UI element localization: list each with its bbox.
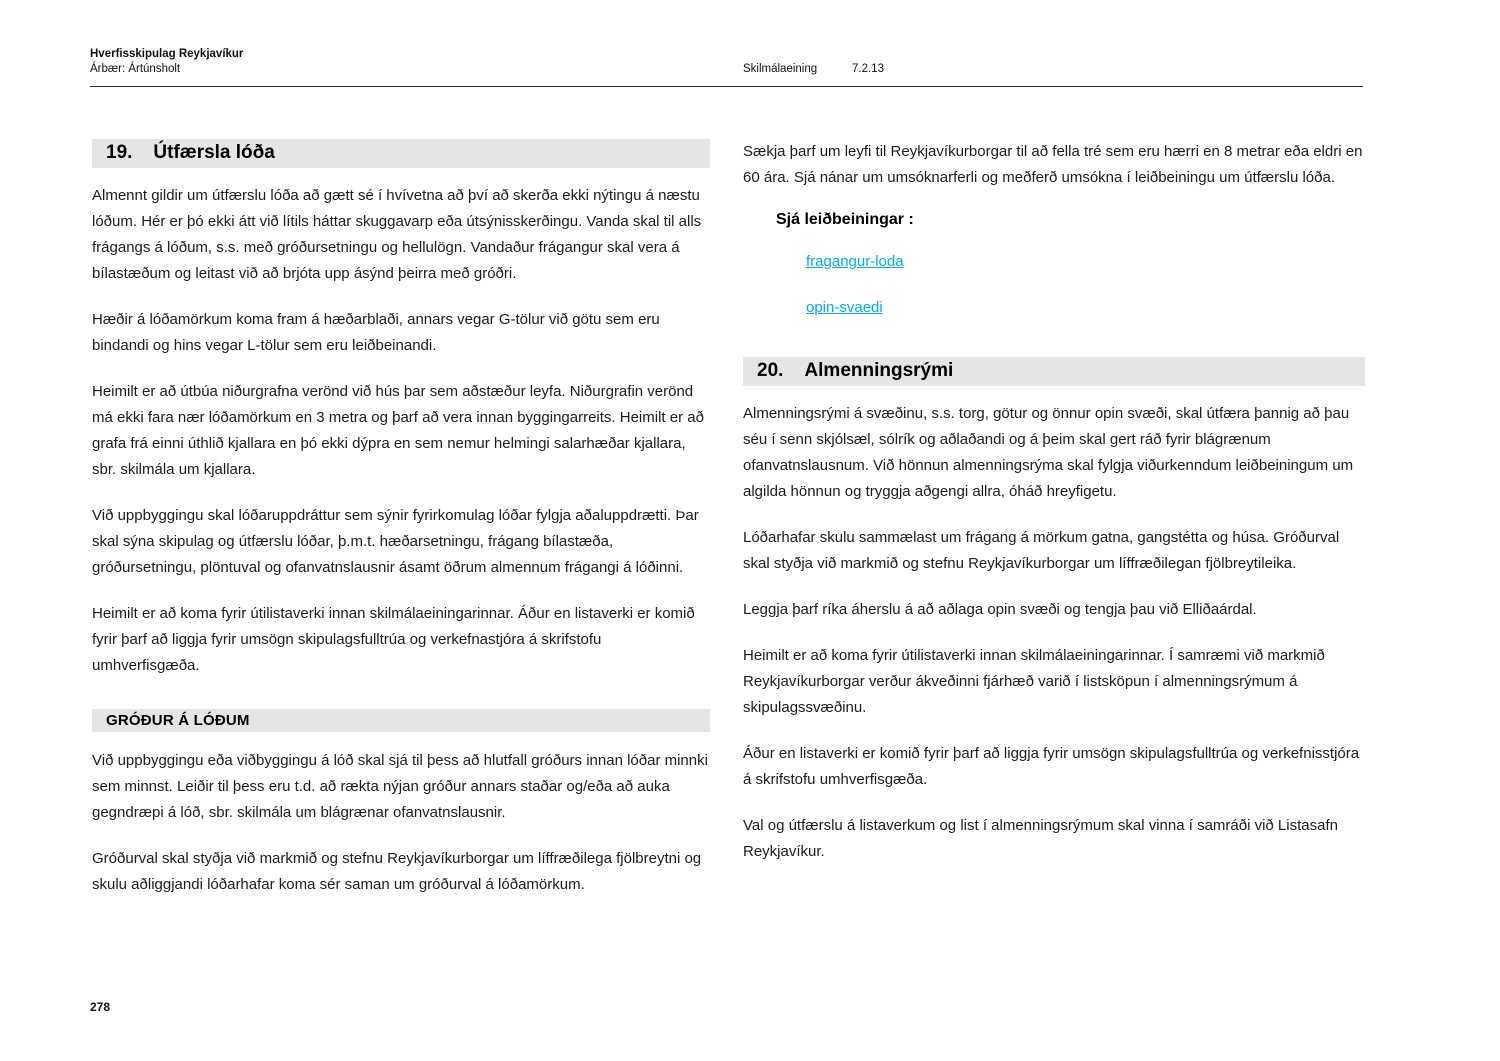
paragraph: Áður en listaverki er komið fyrir þarf að liggja fyrir umsögn skipulagsfulltrúa og verkefnisstjóra á skrifstofu umhverfisgæða. bbox=[743, 745, 1360, 788]
header-identity bbox=[90, 47, 243, 77]
paragraph: Við uppbyggingu skal lóðaruppdráttur sem sýnir fyrirkomulag lóðar fylgja aðaluppdrætti. Þar skal sýna skipulag og útfærslu lóðar, þ.m.t. hæðarsetningu, frágang bílastæða, gróðursetningu, plöntuval og ofanvatnslausnir ásamt öðrum almennum frágangi á lóðinni. bbox=[92, 507, 699, 576]
left-column bbox=[92, 139, 710, 918]
header-meta-value: 7.2.13 bbox=[852, 63, 884, 75]
section-20-title: Almenningsrými bbox=[804, 360, 954, 381]
link-row bbox=[806, 295, 1365, 321]
section-19-number: 19. bbox=[106, 142, 133, 163]
doc-subtitle: Árbær: Ártúnsholt bbox=[90, 63, 181, 75]
paragraph: Lóðarhafar skulu sammælast um frágang á mörkum gatna, gangstétta og húsa. Gróðurval skal styðja við markmið og stefnu Reykjavíkurborgar um líffræðilegan fjölbreytileika. bbox=[743, 529, 1340, 572]
link-opin-svaedi[interactable]: opin-svaedi bbox=[806, 299, 883, 316]
section-19-title: Útfærsla lóða bbox=[153, 142, 275, 163]
subsection-grodur-heading: GRÓÐUR Á LÓÐUM bbox=[92, 709, 710, 732]
paragraph: Val og útfærslu á listaverkum og list í almenningsrýmum skal vinna í samráði við Listasafn Reykjavíkur. bbox=[743, 817, 1338, 860]
paragraph: Heimilt er að koma fyrir útilistaverki innan skilmálaeiningarinnar. Áður en listaverki er komið fyrir þarf að liggja fyrir umsögn skipulagsfulltrúa og verkefnastjóra á skrifstofu umhverfisgæða. bbox=[92, 605, 695, 674]
see-guidelines-label: Sjá leiðbeiningar : bbox=[776, 211, 914, 228]
paragraph: Almennt gildir um útfærslu lóða að gætt sé í hvívetna að því að skerða ekki nýtingu á næstu lóðum. Hér er þó ekki átt við lítils háttar skuggavarp eða útsýnisskerðingu. Vanda skal til alls frágangs á lóðum, s.s. með gróðursetningu og hellulögn. Vandaður frágangur skal vera á bílastæðum og leitast við að brjóta upp ásýnd þeirra með gróðri. bbox=[92, 187, 702, 282]
page-number: 278 bbox=[90, 1000, 111, 1014]
doc-title: Hverfisskipulag Reykjavíkur bbox=[90, 48, 244, 60]
section-20-number: 20. bbox=[757, 360, 784, 381]
paragraph: Við uppbyggingu eða viðbyggingu á lóð skal sjá til þess að hlutfall gróðurs innan lóðar minnki sem minnst. Leiðir til þess eru t.d. að rækta nýjan gróður annars staðar og/eða að auka gegndræpi á lóð, sbr. skilmála um blágrænar ofanvatnslausnir. bbox=[92, 752, 708, 821]
paragraph: Almenningsrými á svæðinu, s.s. torg, götur og önnur opin svæði, skal útfæra þannig að þau séu í senn skjólsæl, sólrík og aðlaðandi og á þeim skal gert ráð fyrir blágrænum ofanvatnslausnum. Við hönnun almenningsrýma skal fylgja viðurkenndum leiðbeiningum um algilda hönnun og tryggja aðgengi allra, óháð hreyfigetu. bbox=[743, 405, 1354, 500]
header-divider bbox=[90, 86, 1363, 87]
paragraph: Heimilt er að útbúa niðurgrafna verönd við hús þar sem aðstæður leyfa. Niðurgrafin verönd má ekki fara nær lóðamörkum en 3 metra og þarf að vera innan byggingarreits. Heimilt er að grafa frá einni úthlið kjallara en þó ekki dýpra en sem nemur helmingi salarhæðar kjallara, sbr. skilmála um kjallara. bbox=[92, 383, 704, 478]
paragraph: Sækja þarf um leyfi til Reykjavíkurborgar til að fella tré sem eru hærri en 8 metrar eða eldri en 60 ára. Sjá nánar um umsóknarferli og meðferð umsókna í leiðbeiningu um útfærslu lóða. bbox=[743, 143, 1363, 186]
link-row bbox=[806, 249, 1365, 275]
paragraph: Leggja þarf ríka áherslu á að aðlaga opin svæði og tengja þau við Elliðaárdal. bbox=[743, 601, 1257, 618]
paragraph: Hæðir á lóðamörkum koma fram á hæðarblaði, annars vegar G-tölur við götu sem eru bindandi og hins vegar L-tölur sem eru leiðbeinandi. bbox=[92, 311, 660, 354]
paragraph: Gróðurval skal styðja við markmið og stefnu Reykjavíkurborgar um líffræðilega fjölbreytni og skulu aðliggjandi lóðarhafar koma sér saman um gróðurval á lóðamörkum. bbox=[92, 850, 702, 893]
paragraph: Heimilt er að koma fyrir útilistaverki innan skilmálaeiningarinnar. Í samræmi við markmið Reykjavíkurborgar verður ákveðinni fjárhæð varið í listsköpun í almenningsrýmum á skipulagssvæðinu. bbox=[743, 647, 1325, 716]
section-19-heading bbox=[92, 139, 710, 168]
right-column bbox=[743, 139, 1365, 885]
header-meta-label: Skilmálaeining bbox=[743, 63, 818, 75]
section-20-heading bbox=[743, 357, 1365, 386]
link-fragangur-loda[interactable]: fragangur-loda bbox=[806, 253, 904, 270]
